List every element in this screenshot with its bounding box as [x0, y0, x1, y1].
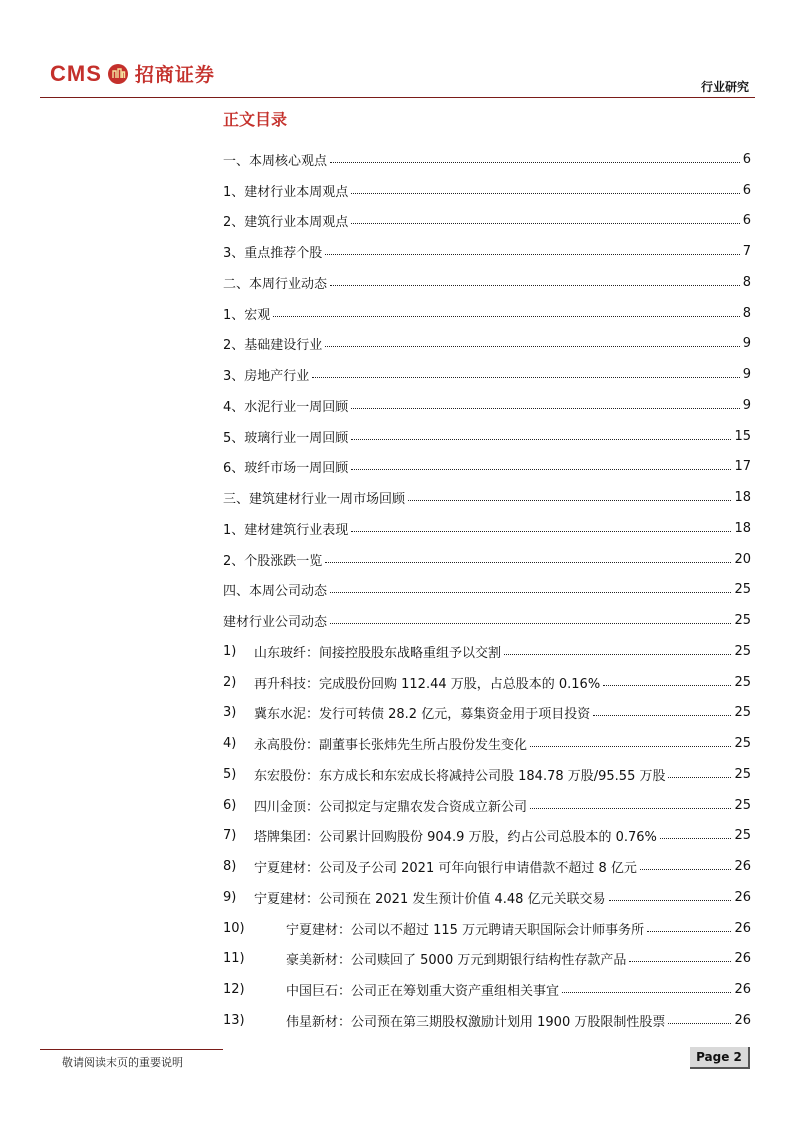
toc-dot-leader	[351, 408, 739, 409]
toc-entry-text: 再升科技：完成股份回购 112.44 万股，占总股本的 0.16%	[254, 676, 601, 692]
toc-entry-text: 宁夏建材：公司以不超过 115 万元聘请天职国际会计师事务所	[286, 922, 645, 938]
toc-entry[interactable]	[223, 298, 751, 329]
toc-entry[interactable]	[223, 944, 751, 975]
toc-entry-text: 宁夏建材：公司预在 2021 发生预计价值 4.48 亿元关联交易	[254, 891, 606, 907]
toc-entry[interactable]	[223, 851, 751, 882]
toc-entry-text: 1、建材建筑行业表现	[223, 522, 349, 538]
logo-chinese-name: 招商证券	[134, 64, 215, 86]
toc-entry[interactable]	[223, 821, 751, 852]
toc-dot-leader	[351, 193, 739, 194]
toc-entry-number: 6)	[223, 797, 237, 813]
footer-divider	[40, 1049, 223, 1050]
toc-entry-text: 5、玻璃行业一周回顾	[223, 430, 349, 446]
toc-entry[interactable]	[223, 144, 751, 175]
toc-entry-page: 26	[734, 889, 751, 905]
toc-entry[interactable]	[223, 575, 751, 606]
page-header	[0, 0, 793, 100]
toc-entry-number: 10)	[223, 920, 245, 936]
toc-entry[interactable]	[223, 882, 751, 913]
toc-entry[interactable]	[223, 759, 751, 790]
toc-entry[interactable]	[223, 974, 751, 1005]
toc-entry[interactable]	[223, 913, 751, 944]
toc-dot-leader	[504, 654, 731, 655]
toc-entry-page: 6	[742, 182, 751, 198]
toc-entry-number: 11)	[223, 951, 245, 967]
toc-entry[interactable]	[223, 482, 751, 513]
toc-dot-leader	[273, 316, 739, 317]
toc-dot-leader	[330, 592, 731, 593]
logo-emblem-icon	[107, 63, 129, 85]
toc-entry[interactable]	[223, 667, 751, 698]
toc-entry-text: 2、个股涨跌一览	[223, 553, 323, 569]
toc-entry-page: 25	[734, 613, 751, 629]
logo-text: CMS	[50, 60, 102, 86]
toc-entry[interactable]	[223, 421, 751, 452]
toc-dot-leader	[351, 531, 731, 532]
toc-entry-text: 2、基础建设行业	[223, 338, 323, 354]
toc-entry-page: 7	[742, 244, 751, 260]
footer-note: 敬请阅读末页的重要说明	[62, 1056, 183, 1069]
toc-entry-text: 3、房地产行业	[223, 369, 310, 385]
toc-entry[interactable]	[223, 544, 751, 575]
toc-entry-page: 9	[742, 397, 751, 413]
toc-entry-page: 8	[742, 305, 751, 321]
toc-entry-page: 25	[734, 828, 751, 844]
toc-dot-leader	[647, 931, 731, 932]
toc-title: 正文目录	[223, 110, 288, 129]
toc-entry-text: 4、水泥行业一周回顾	[223, 399, 349, 415]
toc-entry-text: 山东玻纤：间接控股股东战略重组予以交割	[254, 645, 502, 661]
toc-entry-text: 1、宏观	[223, 307, 271, 323]
toc-entry-page: 26	[734, 859, 751, 875]
toc-entry[interactable]	[223, 605, 751, 636]
toc-entry-number: 8)	[223, 859, 237, 875]
toc-entry[interactable]	[223, 359, 751, 390]
toc-dot-leader	[351, 469, 731, 470]
toc-entry-page: 20	[734, 551, 751, 567]
toc-entry-text: 中国巨石：公司正在筹划重大资产重组相关事宜	[286, 984, 560, 1000]
toc-entry-page: 25	[734, 797, 751, 813]
toc-entry-page: 25	[734, 643, 751, 659]
toc-dot-leader	[562, 992, 731, 993]
toc-dot-leader	[530, 746, 731, 747]
toc-entry-page: 8	[742, 274, 751, 290]
toc-entry[interactable]	[223, 175, 751, 206]
toc-entry-page: 25	[734, 674, 751, 690]
toc-entry-page: 26	[734, 1012, 751, 1028]
toc-entry-text: 3、重点推荐个股	[223, 246, 323, 262]
toc-entry-text: 塔牌集团：公司累计回购股份 904.9 万股，约占公司总股本的 0.76%	[254, 830, 657, 846]
toc-entry-page: 25	[734, 705, 751, 721]
toc-entry-text: 建材行业公司动态	[223, 615, 328, 631]
toc-entry-text: 一、本周核心观点	[223, 153, 328, 169]
toc-entry-text: 东宏股份：东方成长和东宏成长将减持公司股 184.78 万股/95.55 万股	[254, 768, 666, 784]
toc-entry[interactable]	[223, 1005, 751, 1036]
toc-dot-leader	[668, 777, 731, 778]
toc-entry-text: 6、玻纤市场一周回顾	[223, 461, 349, 477]
toc-dot-leader	[593, 715, 731, 716]
toc-entry[interactable]	[223, 790, 751, 821]
toc-entry-text: 永高股份：副董事长张炜先生所占股份发生变化	[254, 738, 528, 754]
toc-dot-leader	[603, 685, 731, 686]
toc-dot-leader	[668, 1023, 731, 1024]
toc-dot-leader	[530, 808, 731, 809]
toc-dot-leader	[330, 623, 731, 624]
toc-entry-number: 5)	[223, 766, 237, 782]
toc-entry-page: 17	[734, 459, 751, 475]
toc-entry-page: 18	[734, 490, 751, 506]
toc-entry-number: 13)	[223, 1012, 245, 1028]
toc-dot-leader	[325, 562, 731, 563]
table-of-contents	[223, 144, 751, 1036]
toc-entry[interactable]	[223, 390, 751, 421]
company-logo	[50, 60, 215, 87]
header-divider	[40, 97, 755, 98]
toc-entry-number: 9)	[223, 889, 237, 905]
toc-entry-number: 12)	[223, 982, 245, 998]
toc-entry-text: 伟星新材：公司预在第三期股权激励计划用 1900 万股限制性股票	[286, 1014, 666, 1030]
toc-dot-leader	[660, 838, 732, 839]
toc-entry-number: 1)	[223, 643, 237, 659]
toc-entry-text: 冀东水泥：发行可转债 28.2 亿元，募集资金用于项目投资	[254, 707, 591, 723]
toc-entry[interactable]	[223, 206, 751, 237]
toc-entry-page: 18	[734, 520, 751, 536]
toc-entry-number: 2)	[223, 674, 237, 690]
toc-entry-number: 4)	[223, 736, 237, 752]
toc-entry-text: 豪美新材：公司赎回了 5000 万元到期银行结构性存款产品	[286, 953, 627, 969]
toc-entry-text: 宁夏建材：公司及子公司 2021 可年向银行申请借款不超过 8 亿元	[254, 861, 637, 877]
toc-entry-page: 6	[742, 213, 751, 229]
toc-entry-page: 25	[734, 582, 751, 598]
toc-entry-page: 26	[734, 920, 751, 936]
toc-dot-leader	[330, 285, 740, 286]
toc-entry[interactable]	[223, 452, 751, 483]
toc-entry[interactable]	[223, 513, 751, 544]
toc-entry-text: 四川金顶：公司拟定与定鼎农发合资成立新公司	[254, 799, 528, 815]
toc-entry-page: 6	[742, 151, 751, 167]
toc-entry[interactable]	[223, 698, 751, 729]
toc-entry-page: 9	[742, 367, 751, 383]
toc-dot-leader	[609, 900, 732, 901]
page-number: Page 2	[690, 1047, 750, 1069]
toc-entry[interactable]	[223, 329, 751, 360]
toc-entry-number: 7)	[223, 828, 237, 844]
toc-entry-page: 26	[734, 982, 751, 998]
toc-entry-text: 四、本周公司动态	[223, 584, 328, 600]
toc-dot-leader	[640, 869, 732, 870]
toc-dot-leader	[629, 961, 731, 962]
toc-dot-leader	[325, 346, 739, 347]
toc-dot-leader	[330, 162, 740, 163]
toc-dot-leader	[351, 439, 731, 440]
toc-entry[interactable]	[223, 728, 751, 759]
toc-dot-leader	[351, 223, 739, 224]
toc-entry-page: 25	[734, 736, 751, 752]
toc-entry[interactable]	[223, 636, 751, 667]
toc-dot-leader	[325, 254, 739, 255]
toc-entry-text: 2、建筑行业本周观点	[223, 215, 349, 231]
section-label: 行业研究	[700, 80, 749, 94]
toc-dot-leader	[312, 377, 739, 378]
toc-entry-text: 1、建材行业本周观点	[223, 184, 349, 200]
toc-dot-leader	[408, 500, 731, 501]
toc-entry-page: 25	[734, 766, 751, 782]
toc-entry-text: 三、建筑建材行业一周市场回顾	[223, 492, 406, 508]
toc-entry-number: 3)	[223, 705, 237, 721]
toc-entry[interactable]	[223, 236, 751, 267]
toc-entry-page: 26	[734, 951, 751, 967]
toc-entry-text: 二、本周行业动态	[223, 276, 328, 292]
toc-entry-page: 15	[734, 428, 751, 444]
toc-entry-page: 9	[742, 336, 751, 352]
toc-entry[interactable]	[223, 267, 751, 298]
